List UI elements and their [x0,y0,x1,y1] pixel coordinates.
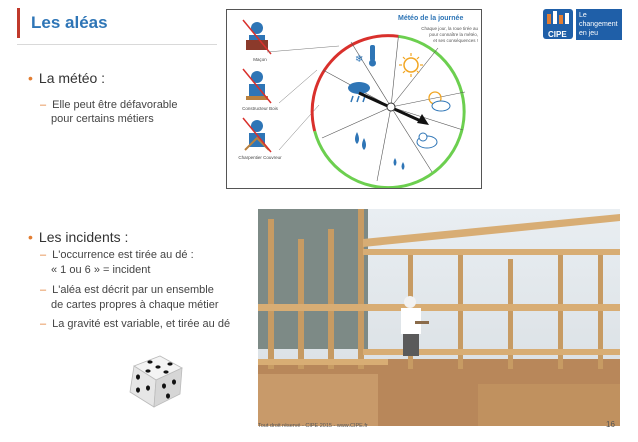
bullet-meteo-label: La météo : [38,70,106,86]
dash-icon: – [40,284,47,296]
dash-icon: – [40,249,47,261]
rain-icon [394,158,405,170]
logo-brand: CIPE [548,30,567,39]
heavy-rain-icon [348,82,370,102]
cloud-icon [417,133,437,148]
weather-card-subtitle: Chaque jour, la roue tirée au pour connaître la météo, et ses conséquences ! [421,26,478,43]
dash-icon: – [40,99,47,111]
wheel-pointer [359,93,429,125]
sub-item-continuation: pour certains métiers [51,113,154,125]
mason-icon [243,20,271,54]
weather-card-title: Météo de la journée [398,15,464,22]
role-label-carpenter: Constructeur Bois [242,106,278,111]
svg-text:❄: ❄ [355,54,364,65]
sub-item-continuation: « 1 ou 6 » = incident [51,264,151,276]
sub-item: – Elle peut être défavorable [40,99,178,111]
slide-title: Les aléas [31,13,108,32]
footer-copyright: Tout droit réservé - CIPE 2015 - www.CIPE.fr [258,423,368,429]
role-label-mason: Maçon [253,57,267,62]
logo-people-icon [543,9,573,29]
logo-tagline: Le changement en jeu [576,9,622,40]
title-accent-bar [17,8,20,38]
bullet-icon: • [28,229,33,245]
carpenter-icon [243,69,271,103]
role-label-roofer: Charpentier Couvreur [238,155,282,160]
thermometer-snow-icon [355,45,376,67]
roofer-icon [243,118,271,152]
sub-item: – L'aléa est décrit par un ensemble [40,284,214,296]
title-divider [17,44,217,45]
sub-item: – L'occurrence est tirée au dé : [40,249,194,261]
bullet-meteo [28,70,105,86]
sun-cloud-icon [429,92,450,111]
sub-item-continuation: de cartes propres à chaque métier [51,299,219,311]
sub-item: – La gravité est variable, et tirée au dé [40,318,231,330]
dash-icon: – [40,318,47,330]
sun-icon [399,53,423,77]
raindrop-icon [355,132,366,150]
bullet-icon: • [28,70,33,86]
page-number: 16 [606,420,615,429]
construction-photo [258,209,620,426]
bullet-incidents [28,229,128,245]
ok-arc [315,36,464,187]
dice-image [126,352,186,415]
bullet-incidents-label: Les incidents : [38,229,129,245]
